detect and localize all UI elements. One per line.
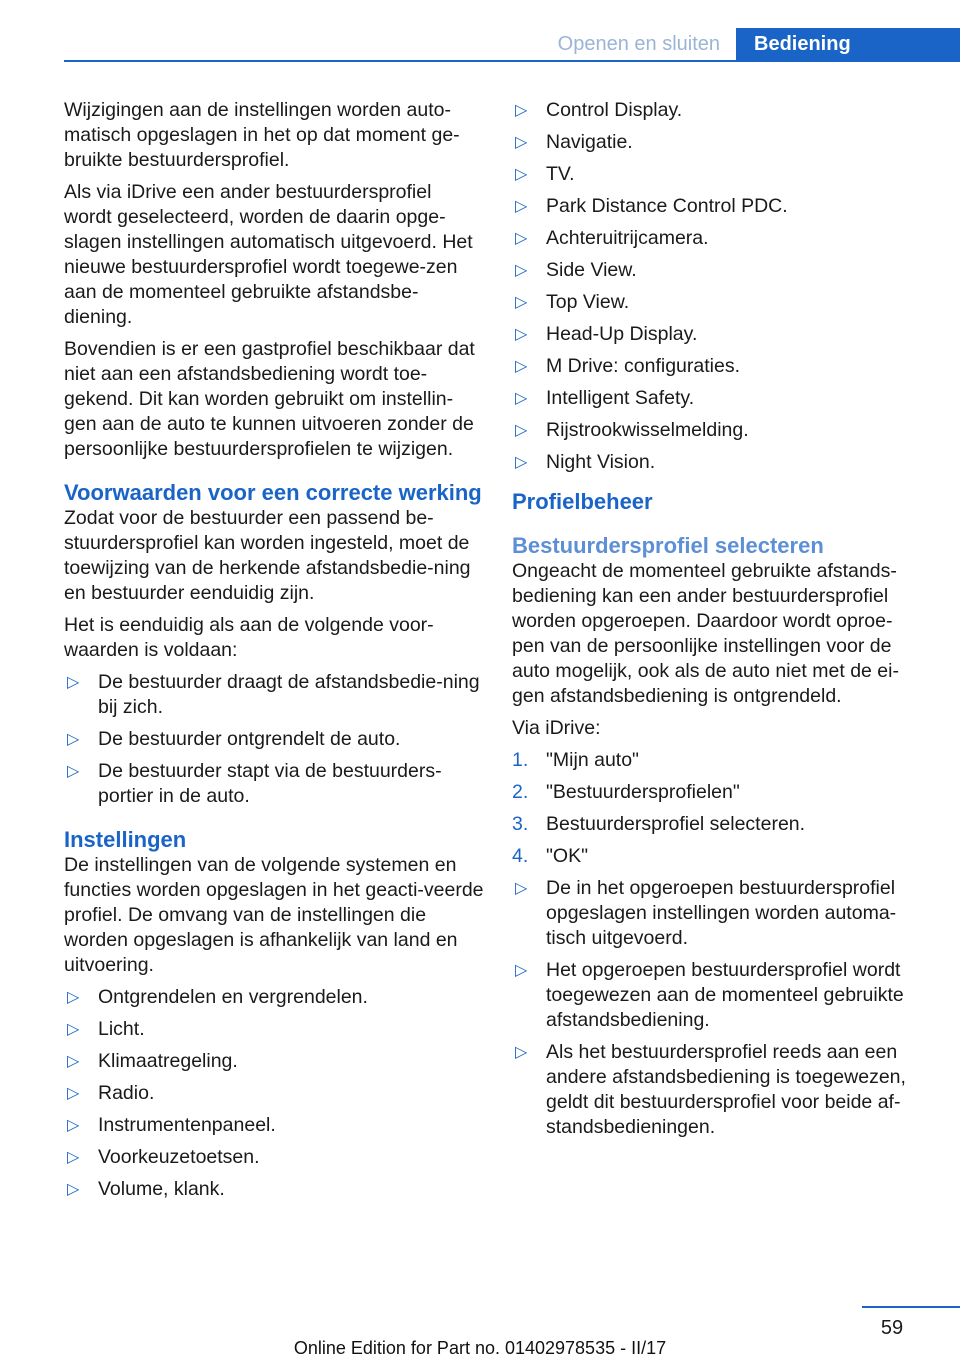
list-item: ▷ Intelligent Safety. bbox=[515, 387, 695, 409]
list-item: ▷ TV. bbox=[515, 163, 575, 185]
right-column bbox=[512, 98, 922, 1147]
list-item: ▷ Rijstrookwisselmelding. bbox=[515, 419, 749, 441]
via-idrive-label: Via iDrive: bbox=[512, 717, 601, 739]
list-item: ▷ De in het opgeroepen bestuurdersprofiel opgeslagen instellingen worden automa-tisch uitgevoerd. bbox=[515, 877, 897, 949]
footer-rule bbox=[862, 1306, 960, 1308]
list-item: ▷ Head-Up Display. bbox=[515, 323, 698, 345]
triangle-right-icon: ▷ bbox=[515, 390, 528, 407]
triangle-right-icon: ▷ bbox=[67, 1117, 80, 1134]
list-item: ▷ Top View. bbox=[515, 291, 630, 313]
list-item: ▷ Night Vision. bbox=[515, 451, 656, 473]
list-item: ▷ Radio. bbox=[67, 1082, 155, 1104]
steps-list bbox=[512, 748, 922, 869]
results-list bbox=[512, 876, 922, 1140]
list-item: ▷ Voorkeuzetoetsen. bbox=[67, 1146, 260, 1168]
triangle-right-icon: ▷ bbox=[67, 1021, 80, 1038]
triangle-right-icon: ▷ bbox=[515, 962, 528, 979]
conditions-paragraph: Zodat voor de bestuurder een passend be-stuurdersprofiel kan worden ingesteld, moet de toewijzing van de herkende afstandsbedie-ning en bestuurder eenduidig zijn. bbox=[64, 507, 471, 604]
triangle-right-icon: ▷ bbox=[515, 422, 528, 439]
list-item: ▷ Volume, klank. bbox=[67, 1178, 225, 1200]
step-number: 4. bbox=[512, 845, 529, 867]
triangle-right-icon: ▷ bbox=[67, 1053, 80, 1070]
triangle-right-icon: ▷ bbox=[515, 326, 528, 343]
intro-paragraph: Als via iDrive een ander bestuurdersprofiel wordt geselecteerd, worden de daarin opge-slagen instellingen automatisch uitgevoerd. Het nieuwe bestuurdersprofiel wordt toegewe-zen aan de momenteel gebruikte afstandsbe-diening. bbox=[64, 181, 473, 328]
list-item: ▷ Klimaatregeling. bbox=[67, 1050, 238, 1072]
list-item: ▷ Als het bestuurdersprofiel reeds aan een andere afstandsbediening is toegewezen, geldt dit bestuurdersprofiel voor beide af-standsbedieningen. bbox=[515, 1041, 906, 1138]
profile-management-heading: Profielbeheer bbox=[512, 489, 653, 514]
triangle-right-icon: ▷ bbox=[67, 674, 80, 691]
list-item: ▷ Ontgrendelen en vergrendelen. bbox=[67, 986, 368, 1008]
step-item: 4. "OK" bbox=[512, 845, 589, 867]
step-item: 2. "Bestuurdersprofielen" bbox=[512, 781, 740, 803]
profile-paragraph: Ongeacht de momenteel gebruikte afstands-bediening kan een ander bestuurdersprofiel worden opgeroepen. Daardoor wordt oproe-pen van de persoonlijke instellingen voor de auto mogelijk, ook als de auto niet met de ei-gen afstandsbediening is ontgrendeld. bbox=[512, 560, 899, 707]
conditions-heading: Voorwaarden voor een correcte werking bbox=[64, 480, 482, 505]
triangle-right-icon: ▷ bbox=[515, 102, 528, 119]
header-chapter-tab: Bediening bbox=[736, 28, 960, 62]
header-rule bbox=[64, 60, 960, 62]
list-item: ▷ Side View. bbox=[515, 259, 637, 281]
list-item: ▷ De bestuurder ontgrendelt de auto. bbox=[67, 728, 401, 750]
settings-heading: Instellingen bbox=[64, 827, 187, 852]
triangle-right-icon: ▷ bbox=[515, 454, 528, 471]
triangle-right-icon: ▷ bbox=[515, 358, 528, 375]
triangle-right-icon: ▷ bbox=[67, 1149, 80, 1166]
triangle-right-icon: ▷ bbox=[515, 230, 528, 247]
list-item: ▷ De bestuurder stapt via de bestuurders-portier in de auto. bbox=[67, 760, 442, 807]
list-item: ▷ Control Display. bbox=[515, 99, 683, 121]
list-item: ▷ Instrumentenpaneel. bbox=[67, 1114, 276, 1136]
page-number: 59 bbox=[880, 1317, 904, 1339]
intro-paragraph: Wijzigingen aan de instellingen worden auto-matisch opgeslagen in het op dat moment ge-bruikte bestuurdersprofiel. bbox=[64, 99, 460, 171]
settings-paragraph: De instellingen van de volgende systemen en functies worden opgeslagen in het geacti-veerde profiel. De omvang van de instellingen die worden opgeslagen is afhankelijk van land en uitvoering. bbox=[64, 854, 484, 976]
triangle-right-icon: ▷ bbox=[515, 198, 528, 215]
triangle-right-icon: ▷ bbox=[67, 763, 80, 780]
step-number: 1. bbox=[512, 749, 529, 771]
intro-paragraph: Bovendien is er een gastprofiel beschikbaar dat niet aan een afstandsbediening wordt toe-gekend. Dit kan worden gebruikt om instellin-gen aan de auto te kunnen uitvoeren zonder de persoonlijke bestuurdersprofielen te wijzigen. bbox=[64, 338, 475, 460]
triangle-right-icon: ▷ bbox=[67, 1085, 80, 1102]
conditions-paragraph: Het is eenduidig als aan de volgende voor-waarden is voldaan: bbox=[64, 614, 434, 661]
triangle-right-icon: ▷ bbox=[67, 731, 80, 748]
list-item: ▷ De bestuurder draagt de afstandsbedie-ning bij zich. bbox=[67, 671, 480, 718]
list-item: ▷ Navigatie. bbox=[515, 131, 633, 153]
list-item: ▷ Achteruitrijcamera. bbox=[515, 227, 709, 249]
edition-footer: Online Edition for Part no. 01402978535 - II/17 bbox=[293, 1338, 667, 1358]
list-item: ▷ M Drive: configuraties. bbox=[515, 355, 740, 377]
triangle-right-icon: ▷ bbox=[67, 989, 80, 1006]
triangle-right-icon: ▷ bbox=[515, 294, 528, 311]
step-item: 3. Bestuurdersprofiel selecteren. bbox=[512, 813, 806, 835]
select-profile-subheading: Bestuurdersprofiel selecteren bbox=[512, 533, 824, 558]
conditions-list bbox=[64, 670, 484, 809]
triangle-right-icon: ▷ bbox=[515, 880, 528, 897]
step-number: 2. bbox=[512, 781, 529, 803]
settings-list bbox=[64, 985, 484, 1202]
triangle-right-icon: ▷ bbox=[515, 166, 528, 183]
triangle-right-icon: ▷ bbox=[515, 1044, 528, 1061]
list-item: ▷ Park Distance Control PDC. bbox=[515, 195, 788, 217]
triangle-right-icon: ▷ bbox=[515, 262, 528, 279]
left-column bbox=[64, 98, 484, 1209]
list-item: ▷ Het opgeroepen bestuurdersprofiel wordt toegewezen aan de momenteel gebruikte afstandsbediening. bbox=[515, 959, 904, 1031]
step-item: 1. "Mijn auto" bbox=[512, 749, 639, 771]
settings-list-continued bbox=[512, 98, 922, 475]
list-item: ▷ Licht. bbox=[67, 1018, 145, 1040]
step-number: 3. bbox=[512, 813, 529, 835]
triangle-right-icon: ▷ bbox=[67, 1181, 80, 1198]
header-section-title: Openen en sluiten bbox=[557, 33, 720, 55]
triangle-right-icon: ▷ bbox=[515, 134, 528, 151]
